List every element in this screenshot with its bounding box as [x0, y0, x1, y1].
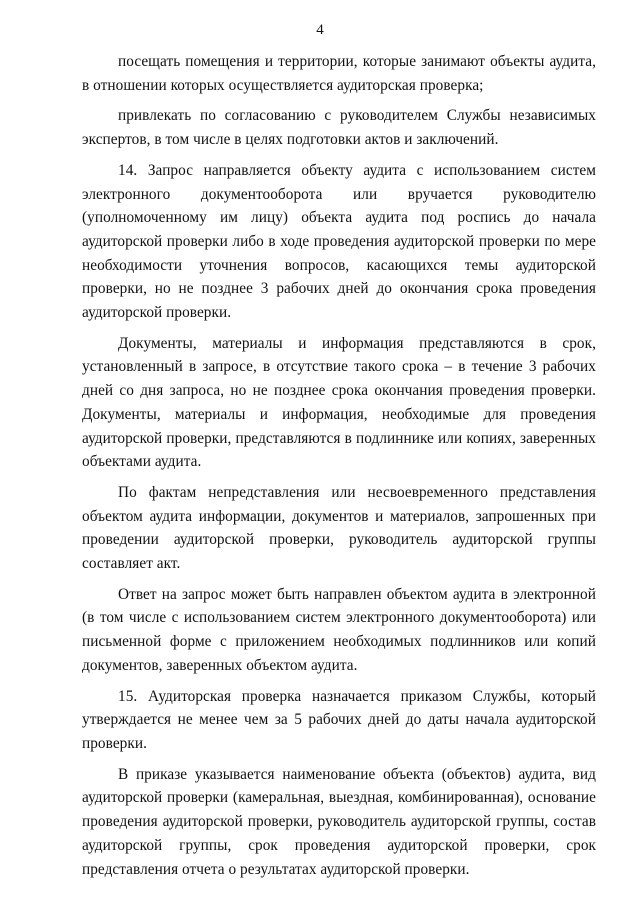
paragraph-order-contents: В приказе указывается наименование объекта (объектов) аудита, вид аудиторской проверки (камеральная, выездная, комбинированная), основание проведения аудиторской проверки, руководитель аудиторской группы, состав аудиторской группы, срок проведения аудиторской проверки, срок представления отчета о результатах аудиторской проверки. [82, 765, 596, 878]
document-body [82, 50, 596, 888]
paragraph-access-rights: посещать помещения и территории, которые занимают объекты аудита, в отношении которых осуществляется аудиторская проверка; [82, 53, 596, 94]
paragraph-non-submission-act: По фактам непредставления или несвоевременного представления объектом аудита информации, документов и материалов, запрошенных при проведении аудиторской проверки, руководитель аудиторской группы составляет акт. [82, 483, 596, 573]
paragraph-experts: привлекать по согласованию с руководителем Службы независимых экспертов, в том числе в целях подготовки актов и заключений. [82, 107, 596, 149]
paragraph-item-15-order: 15. Аудиторская проверка назначается приказом Службы, который утверждается не менее чем за 5 рабочих дней до даты начала аудиторской проверки. [82, 687, 596, 752]
paragraph-item-14-request: 14. Запрос направляется объекту аудита с использованием систем электронного документооборота или вручается руководителю (уполномоченному им лицу) объекта аудита под роспись до начала аудиторской проверки либо в ходе проведения аудиторской проверки по мере необходимости уточнения вопросов, касающихся темы аудиторской проверки, но не позднее 3 рабочих дней до окончания срока проведения аудиторской проверки. [82, 161, 596, 322]
paragraph-documents-deadline: Документы, материалы и информация представляются в срок, установленный в запросе, в отсутствие такого срока – в течение 3 рабочих дней со дня запроса, но не позднее срока окончания проведения проверки. Документы, материалы и информация, необходимые для проведения аудиторской проверки, представляются в подлиннике или копиях, заверенных объектами аудита. [82, 334, 596, 471]
page-number: 4 [316, 22, 324, 38]
paragraph-response-form: Ответ на запрос может быть направлен объектом аудита в электронной (в том числе с использованием систем электронного документооборота) или письменной форме с приложением необходимых подлинников или копий документов, заверенных объектом аудита. [82, 585, 596, 674]
